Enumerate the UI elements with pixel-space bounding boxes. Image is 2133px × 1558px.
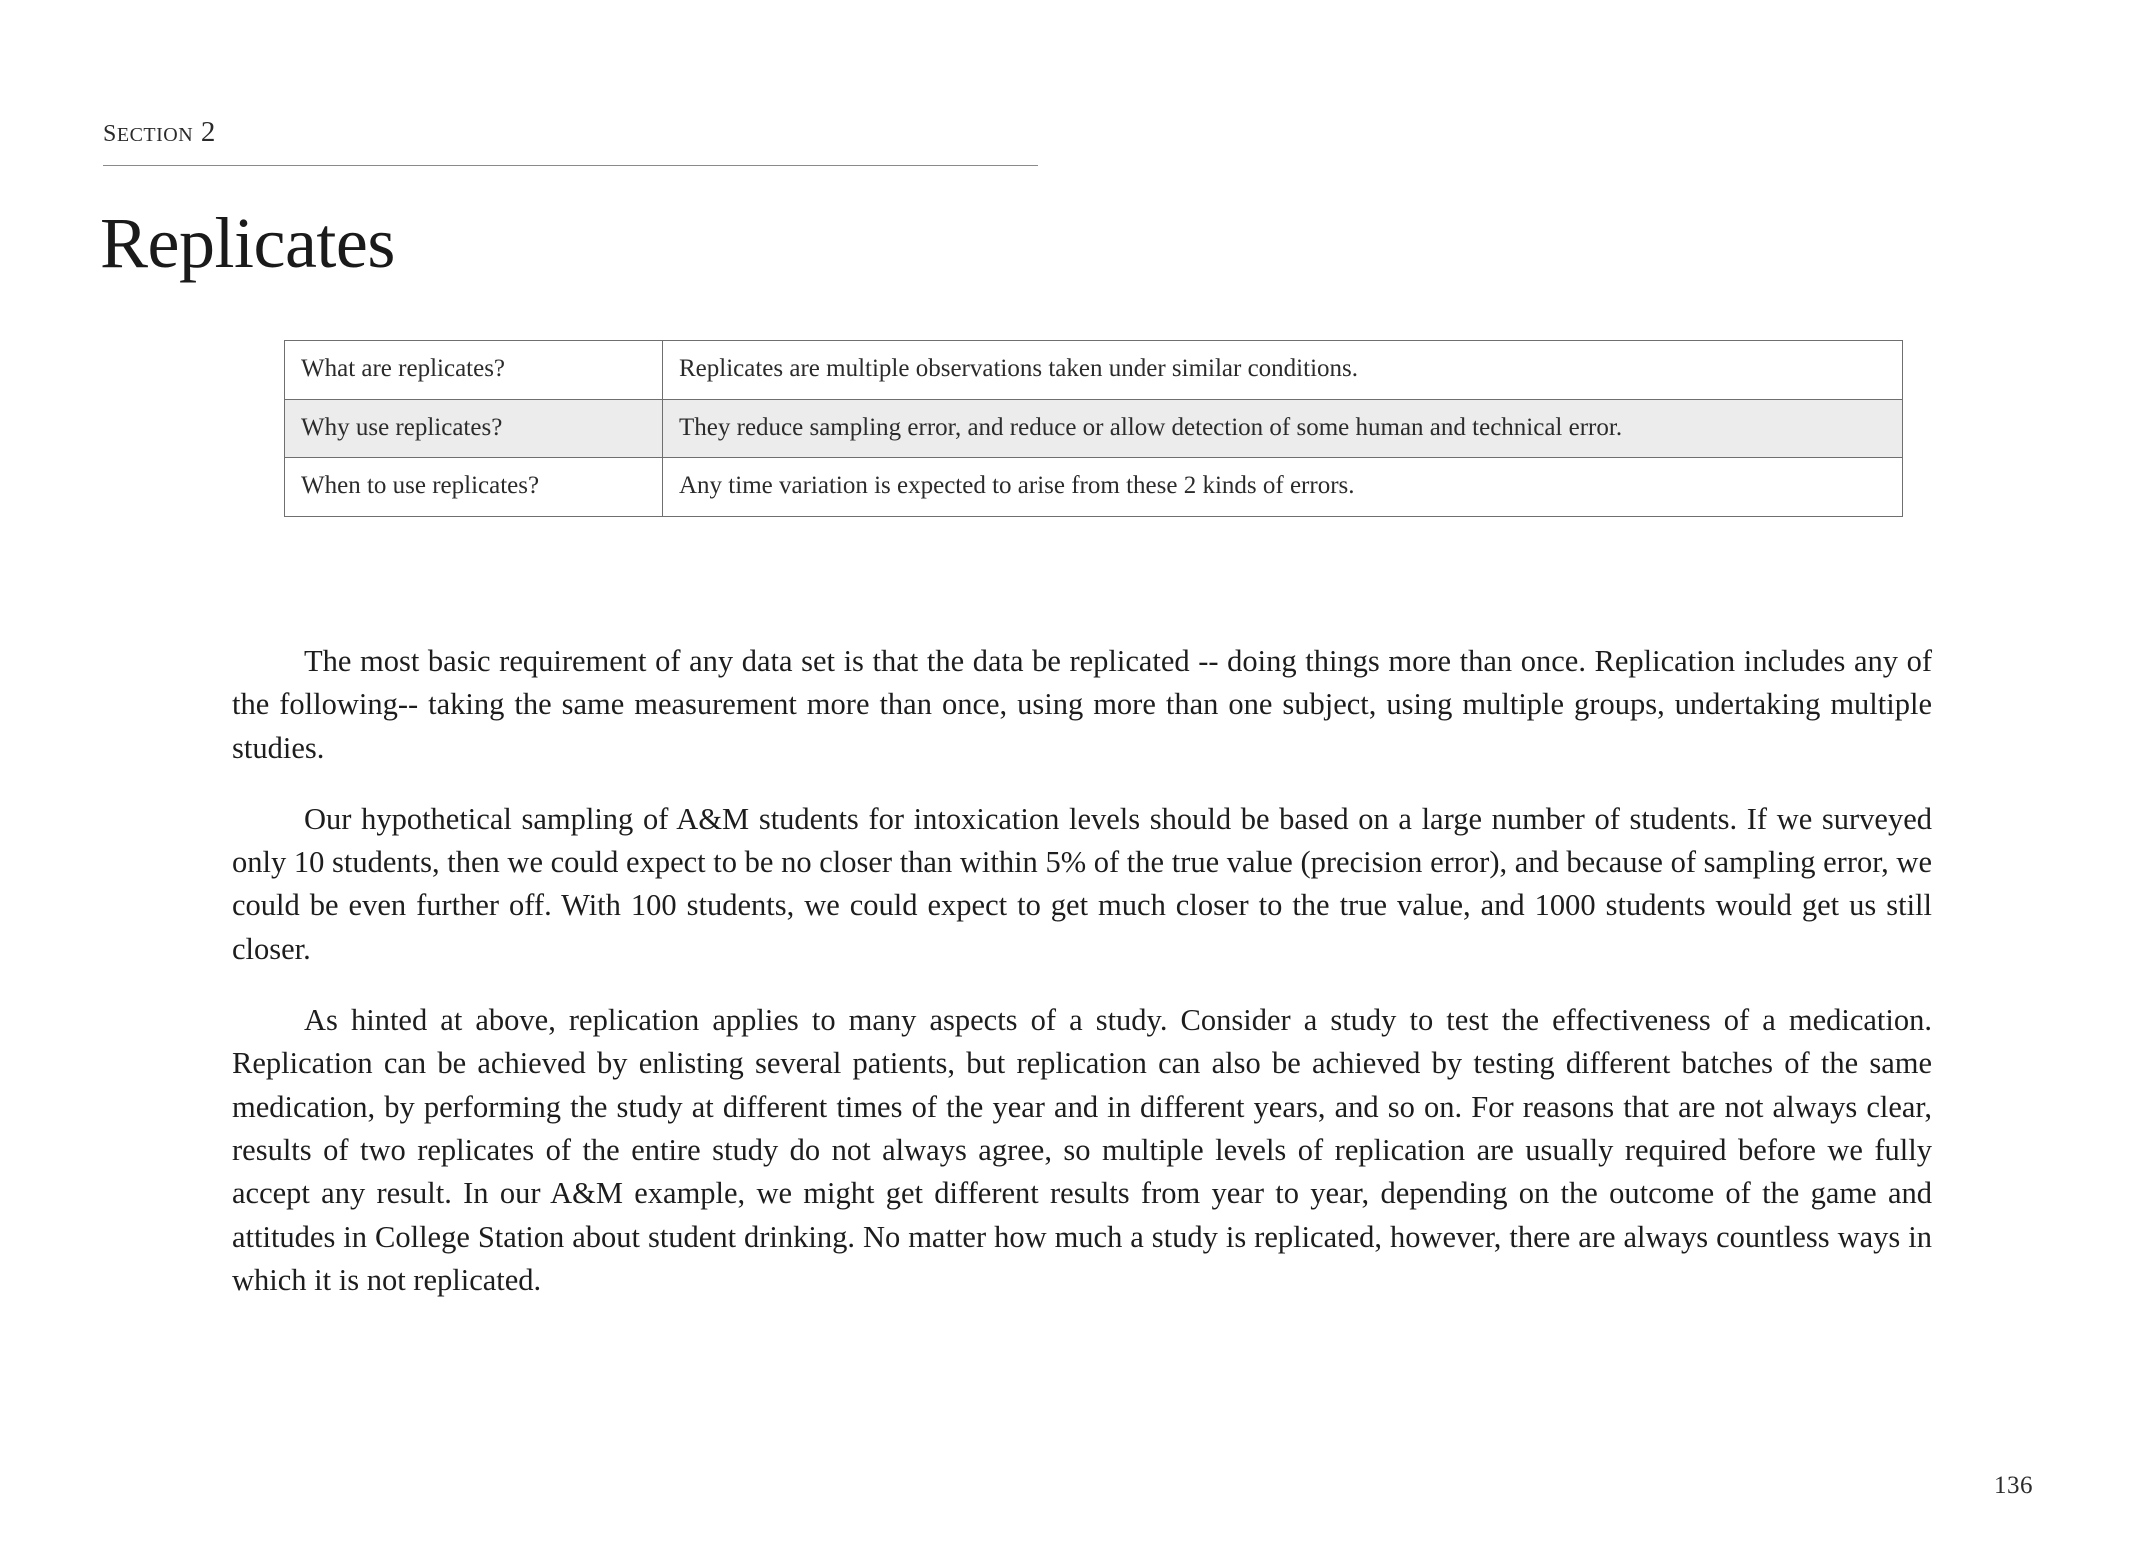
table-cell-answer: Any time variation is expected to arise from these 2 kinds of errors. <box>663 458 1903 517</box>
header-divider <box>103 165 1038 166</box>
table-cell-question: What are replicates? <box>285 341 663 400</box>
body-text <box>232 640 1932 1302</box>
body-paragraph: Our hypothetical sampling of A&M students for intoxication levels should be based on a large number of students. If we surveyed only 10 students, then we could expect to be no closer than within 5% of the true value (precision error), and because of sampling error, we could be even further off. With 100 students, we could expect to get much closer to the true value, and 1000 students would get us still closer. <box>232 801 1932 966</box>
section-label: section 2 <box>103 112 216 149</box>
table-cell-question: Why use replicates? <box>285 399 663 458</box>
summary-table <box>284 340 1903 517</box>
table-row <box>285 341 1903 400</box>
table-cell-answer: They reduce sampling error, and reduce or allow detection of some human and technical error. <box>663 399 1903 458</box>
body-paragraph: As hinted at above, replication applies to many aspects of a study. Consider a study to test the effectiveness of a medication. Replication can be achieved by enlisting several patients, but replication can also be achieved by testing different batches of the same medication, by performing the study at different times of the year and in different years, and so on. For reasons that are not always clear, results of two replicates of the entire study do not always agree, so multiple levels of replication are usually required before we fully accept any result. In our A&M example, we might get different results from year to year, depending on the outcome of the game and attitudes in College Station about student drinking. No matter how much a study is replicated, however, there are always countless ways in which it is not replicated. <box>232 1003 1932 1297</box>
body-paragraph: The most basic requirement of any data set is that the data be replicated -- doing things more than once. Replication includes any of the following-- taking the same measurement more than once, using more than one subject, using multiple groups, undertaking multiple studies. <box>232 644 1932 765</box>
table-cell-question: When to use replicates? <box>285 458 663 517</box>
page-number: 136 <box>1994 1472 2033 1499</box>
table-row <box>285 399 1903 458</box>
table-row <box>285 458 1903 517</box>
table-cell-answer: Replicates are multiple observations taken under similar conditions. <box>663 341 1903 400</box>
page-title: Replicates <box>100 203 395 284</box>
